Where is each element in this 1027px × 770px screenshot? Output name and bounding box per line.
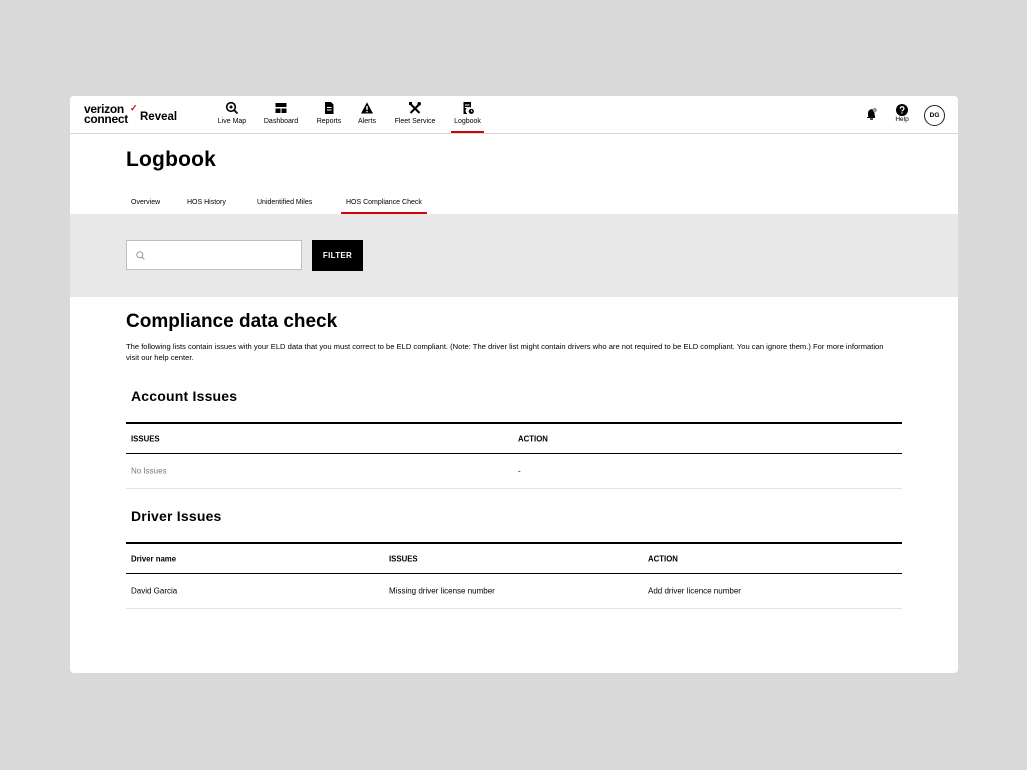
nav-item-live-map[interactable] <box>215 100 249 133</box>
help-label: Help <box>895 116 909 123</box>
logo-check-mark: ✓ <box>130 103 138 113</box>
nav-label: Reports <box>316 118 342 125</box>
nav-label: Live Map <box>217 118 247 125</box>
section-description: The following lists contain issues with your ELD data that you must correct to be ELD compliant. (Note: The driver list might contain drivers who are not required to be ELD compliant. You can ignore them.) For more information visit our help center. <box>126 342 884 362</box>
nav-item-fleet-service[interactable] <box>391 100 439 133</box>
driver-issues-heading: Driver Issues <box>131 508 222 524</box>
nav-item-alerts[interactable] <box>356 100 378 133</box>
notifications-bell-icon[interactable] <box>866 107 878 125</box>
nav-label: Alerts <box>358 118 376 125</box>
logbook-icon <box>461 101 475 115</box>
issue-cell: No Issues <box>131 466 167 476</box>
tab-hos-history[interactable]: HOS History <box>187 199 226 206</box>
nav-item-logbook[interactable] <box>451 100 484 133</box>
nav-item-reports[interactable] <box>314 100 344 133</box>
search-input[interactable] <box>151 245 295 267</box>
filter-button[interactable]: FILTER <box>312 240 363 271</box>
top-nav-bar <box>70 96 958 134</box>
help-icon <box>896 104 908 116</box>
verizon-connect-logo[interactable] <box>84 102 178 126</box>
dashboard-icon <box>274 101 288 115</box>
logo-line2: connect <box>84 112 128 126</box>
tab-overview[interactable]: Overview <box>131 199 161 206</box>
account-issues-table <box>126 422 902 489</box>
account-issues-heading: Account Issues <box>131 388 238 404</box>
product-name: Reveal <box>140 111 178 123</box>
action-cell[interactable]: Add driver licence number <box>648 586 741 596</box>
column-header-issues: ISSUES <box>131 434 160 443</box>
nav-label: Logbook <box>454 118 481 125</box>
app-window <box>70 96 958 673</box>
logo-line1: verizon <box>84 102 124 116</box>
column-header-action: ACTION <box>648 554 678 563</box>
tab-unidentified-miles[interactable]: Unidentified Miles <box>257 199 313 206</box>
tab-hos-compliance-check[interactable]: HOS Compliance Check <box>346 199 422 213</box>
nav-label: Dashboard <box>263 118 299 125</box>
table-header <box>126 422 902 454</box>
table-header <box>126 542 902 574</box>
table-row <box>126 454 902 489</box>
issue-cell: Missing driver license number <box>389 586 495 596</box>
driver-name-cell[interactable]: David Garcia <box>131 586 178 596</box>
filter-bar <box>70 214 958 297</box>
column-header-issues: ISSUES <box>389 554 418 563</box>
live-map-icon <box>225 101 239 115</box>
action-cell: - <box>518 466 521 476</box>
nav-item-dashboard[interactable] <box>261 100 301 133</box>
nav-label: Fleet Service <box>394 118 436 125</box>
column-header-action: ACTION <box>518 434 548 443</box>
search-icon <box>136 251 145 260</box>
alert-icon <box>360 101 374 115</box>
tools-icon <box>408 101 422 115</box>
page-title: Logbook <box>126 148 217 171</box>
help-button[interactable] <box>892 104 912 123</box>
user-avatar[interactable]: DG <box>924 105 945 126</box>
driver-issues-table <box>126 542 902 609</box>
table-row[interactable] <box>126 574 902 609</box>
column-header-driver-name: Driver name <box>131 554 177 563</box>
reports-icon <box>322 101 336 115</box>
section-title: Compliance data check <box>126 311 338 332</box>
search-field[interactable] <box>126 240 302 270</box>
